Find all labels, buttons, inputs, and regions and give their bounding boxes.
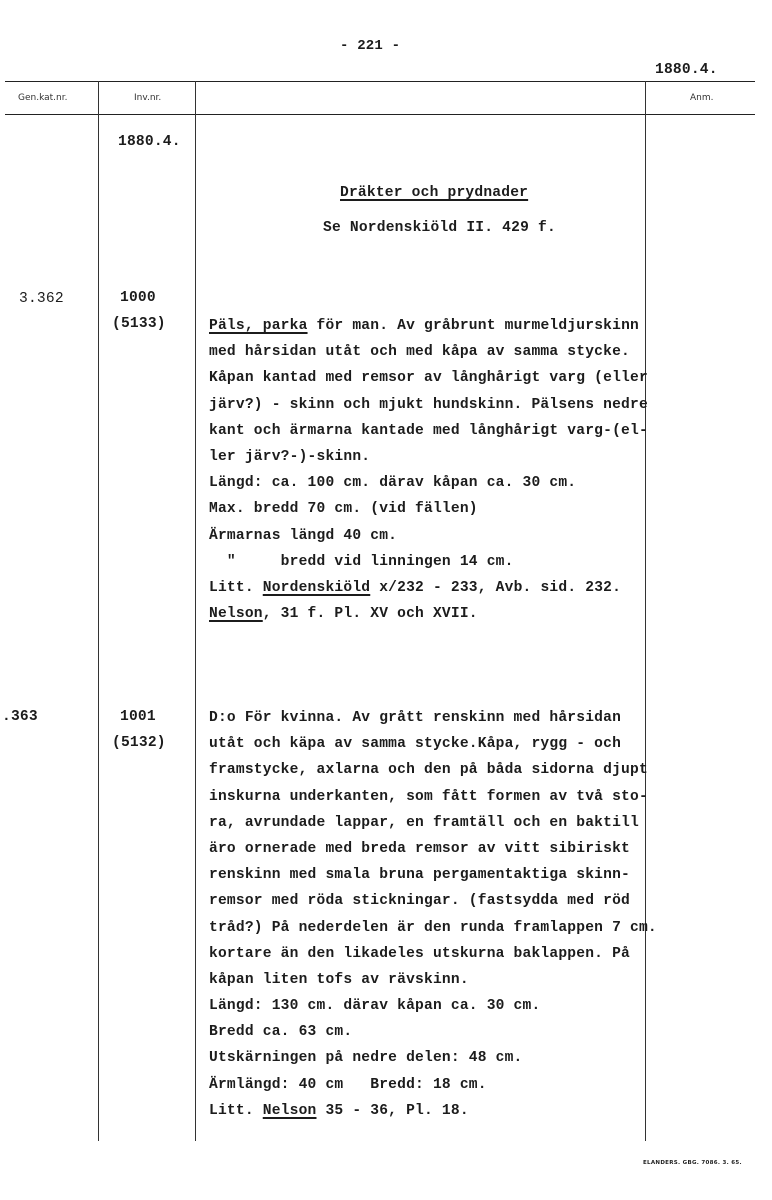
line-text: Max. bredd 70 cm. (vid fällen) bbox=[209, 501, 478, 518]
printer-imprint: ELANDERS. GBG. 7086. 3. 65. bbox=[643, 1160, 742, 1166]
section-inv-reference: 1880.4. bbox=[118, 134, 181, 150]
description-line bbox=[209, 862, 657, 888]
entry-description bbox=[209, 313, 648, 627]
description-line bbox=[209, 313, 648, 339]
section-reference: Se Nordenskiöld II. 429 f. bbox=[323, 220, 556, 236]
line-text: D:o För kvinna. Av grått renskinn med hårsidan bbox=[209, 710, 622, 726]
entry-description bbox=[209, 705, 657, 1124]
description-line bbox=[209, 1019, 657, 1045]
line-text: inskurna underkanten, som fått formen av två sto- bbox=[209, 788, 648, 805]
description-line bbox=[209, 365, 648, 391]
line-prefix: Litt. bbox=[209, 579, 263, 596]
description-line bbox=[209, 1072, 657, 1098]
line-text: ler järv?-)-skinn. bbox=[209, 448, 371, 465]
line-text: , 31 f. Pl. XV och XVII. bbox=[262, 606, 478, 623]
description-line bbox=[209, 967, 657, 993]
description-line bbox=[209, 731, 657, 757]
underlined-reference: Nelson bbox=[209, 606, 263, 623]
line-text: kant och ärmarna kantade med långhårigt varg-(el- bbox=[209, 422, 648, 439]
section-title bbox=[340, 185, 528, 201]
entry-inv-nr-alt: (5132) bbox=[112, 735, 166, 751]
line-text: Ärmarnas längd 40 cm. bbox=[209, 527, 398, 544]
description-line bbox=[209, 836, 657, 862]
description-line bbox=[209, 810, 657, 836]
line-text: Kåpan kantad med remsor av långhårigt varg (eller bbox=[209, 370, 648, 387]
line-text: " bredd vid linningen 14 cm. bbox=[209, 553, 514, 570]
line-text: remsor med röda stickningar. (fastsydda med röd bbox=[209, 893, 631, 910]
line-text: kortare än den likadeles utskurna baklappen. På bbox=[209, 945, 631, 962]
header-top-rule bbox=[5, 81, 755, 82]
line-text: Utskärningen på nedre delen: 48 cm. bbox=[209, 1050, 523, 1067]
underlined-reference: Nordenskiöld bbox=[262, 579, 371, 596]
description-line bbox=[209, 705, 657, 731]
entry-gen-kat-nr: 3.362 bbox=[19, 291, 64, 307]
line-text: tråd?) På nederdelen är den runda framlappen 7 cm. bbox=[209, 919, 657, 936]
line-prefix: Litt. bbox=[209, 1102, 263, 1119]
description-line bbox=[209, 601, 648, 627]
line-text: ra, avrundade lappar, en framtäll och en baktill bbox=[209, 814, 639, 831]
line-text: x/232 - 233, Avb. sid. 232. bbox=[370, 579, 622, 596]
description-line bbox=[209, 915, 657, 941]
underlined-reference: Nelson bbox=[262, 1102, 317, 1119]
description-line bbox=[209, 339, 648, 365]
line-text: Ärmlängd: 40 cm Bredd: 18 cm. bbox=[209, 1076, 487, 1093]
catalog-reference: 1880.4. bbox=[655, 62, 718, 78]
description-line bbox=[209, 575, 648, 601]
entry-inv-nr-alt: (5133) bbox=[112, 316, 166, 332]
line-text: framstycke, axlarna och den på båda sidorna djupt bbox=[209, 762, 648, 779]
line-text: kåpan liten tofs av rävskinn. bbox=[209, 971, 469, 988]
entry-gen-kat-nr: .363 bbox=[2, 709, 38, 725]
line-text: renskinn med smala bruna pergamentaktiga skinn- bbox=[209, 867, 631, 884]
description-line bbox=[209, 941, 657, 967]
description-line bbox=[209, 549, 648, 575]
line-text: äro ornerade med breda remsor av vitt sibiriskt bbox=[209, 840, 631, 857]
line-text: Bredd ca. 63 cm. bbox=[209, 1024, 353, 1041]
description-line bbox=[209, 444, 648, 470]
line-text: Längd: ca. 100 cm. därav kåpan ca. 30 cm. bbox=[209, 475, 577, 492]
line-text: Längd: 130 cm. därav kåpan ca. 30 cm. bbox=[209, 998, 541, 1015]
column-header-anm: Anm. bbox=[690, 93, 714, 103]
line-text: 35 - 36, Pl. 18. bbox=[316, 1102, 469, 1119]
description-line bbox=[209, 757, 657, 783]
underlined-reference: Päls, parka bbox=[209, 318, 308, 334]
section-title-text: Dräkter och prydnader bbox=[340, 185, 529, 201]
description-line bbox=[209, 470, 648, 496]
description-line bbox=[209, 523, 648, 549]
column-header-inv-nr: Inv.nr. bbox=[134, 93, 162, 103]
line-text: för man. Av gråbrunt murmeldjurskinn bbox=[307, 318, 639, 334]
line-text: med hårsidan utåt och med kåpa av samma stycke. bbox=[209, 344, 631, 361]
description-line bbox=[209, 1045, 657, 1071]
entry-inv-nr: 1001 bbox=[120, 709, 156, 725]
column-divider-inv-desc bbox=[195, 81, 196, 1141]
line-text: utåt och käpa av samma stycke.Kåpa, rygg - och bbox=[209, 736, 622, 753]
description-line bbox=[209, 418, 648, 444]
description-line bbox=[209, 784, 657, 810]
column-divider-gen-inv bbox=[98, 81, 99, 1141]
entry-inv-nr: 1000 bbox=[120, 290, 156, 306]
header-bottom-rule bbox=[5, 114, 755, 115]
line-text: järv?) - skinn och mjukt hundskinn. Pälsens nedre bbox=[209, 396, 648, 413]
column-header-gen-kat-nr: Gen.kat.nr. bbox=[18, 93, 68, 103]
page-number: - 221 - bbox=[340, 38, 401, 54]
description-line bbox=[209, 888, 657, 914]
description-line bbox=[209, 392, 648, 418]
description-line bbox=[209, 496, 648, 522]
description-line bbox=[209, 993, 657, 1019]
description-line bbox=[209, 1098, 657, 1124]
